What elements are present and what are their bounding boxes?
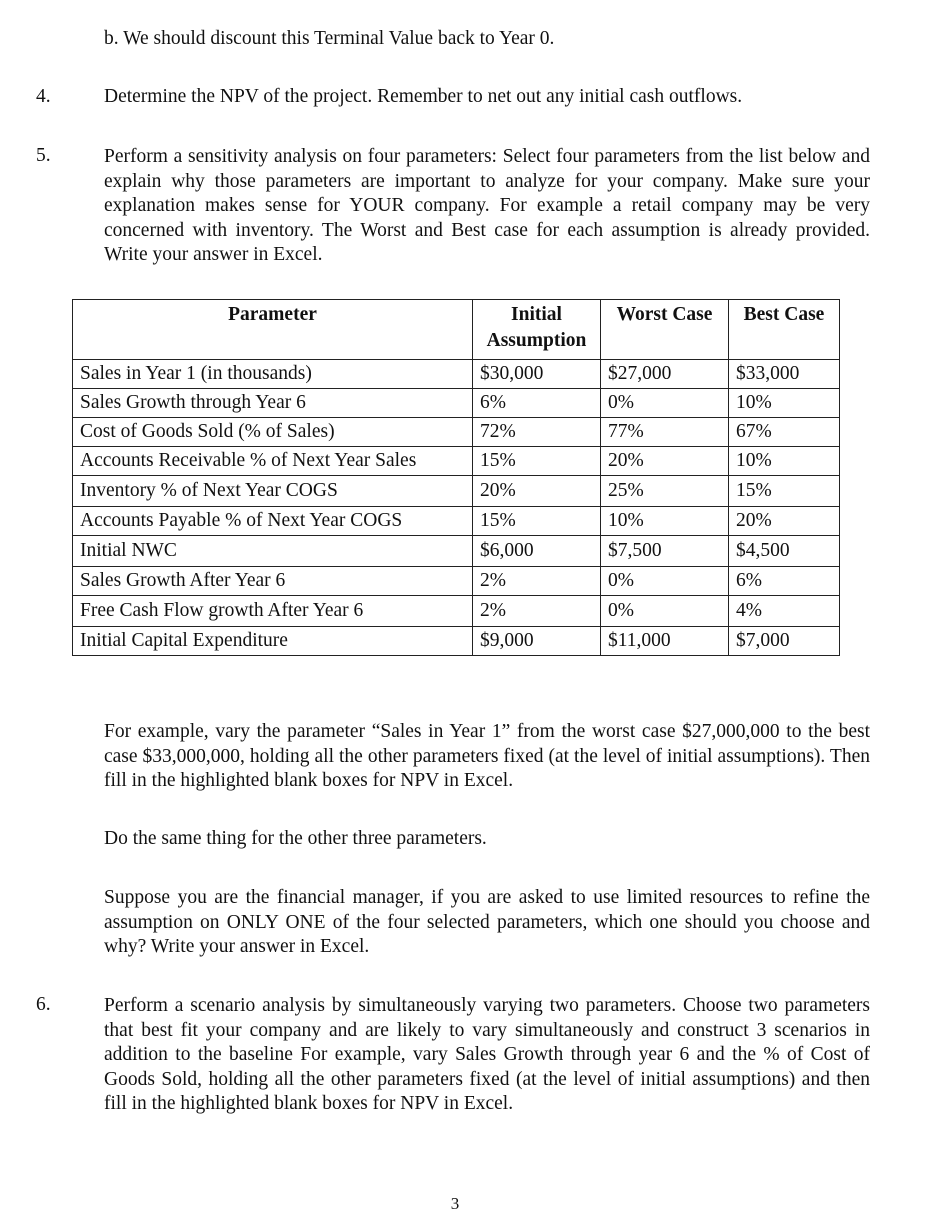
cell-worst: $27,000 xyxy=(601,360,729,389)
item-number-6: 6. xyxy=(36,994,51,1015)
cell-parameter: Initial NWC xyxy=(73,536,473,567)
cell-initial: $6,000 xyxy=(473,536,601,567)
cell-best: 15% xyxy=(729,476,840,507)
cell-parameter: Sales Growth through Year 6 xyxy=(73,389,473,418)
cell-best: 10% xyxy=(729,447,840,476)
header-initial-assumption: Initial Assumption xyxy=(473,300,601,360)
cell-initial: $9,000 xyxy=(473,627,601,656)
cell-best: 6% xyxy=(729,567,840,596)
cell-best: $7,000 xyxy=(729,627,840,656)
item-text-5: Perform a sensitivity analysis on four parameters: Select four parameters from the list below and explain why those parameters are important to analyze for your company. Make sure your explanation makes sense for YOUR company. For example a retail company may be very concerned with inventory. The Worst and Best case for each assumption is already provided. Write your answer in Excel. xyxy=(104,146,870,265)
cell-parameter: Sales Growth After Year 6 xyxy=(73,567,473,596)
cell-initial: 6% xyxy=(473,389,601,418)
same-thing-paragraph: Do the same thing for the other three parameters. xyxy=(104,828,487,849)
table-row xyxy=(73,567,840,596)
cell-initial: 2% xyxy=(473,596,601,627)
cell-worst: $11,000 xyxy=(601,627,729,656)
cell-parameter: Cost of Goods Sold (% of Sales) xyxy=(73,418,473,447)
cell-worst: 20% xyxy=(601,447,729,476)
cell-parameter: Sales in Year 1 (in thousands) xyxy=(73,360,473,389)
cell-parameter: Free Cash Flow growth After Year 6 xyxy=(73,596,473,627)
item-text-4: Determine the NPV of the project. Remember to net out any initial cash outflows. xyxy=(104,86,743,107)
cell-initial: 15% xyxy=(473,507,601,536)
cell-initial: 20% xyxy=(473,476,601,507)
header-parameter: Parameter xyxy=(73,300,473,360)
item-number-5: 5. xyxy=(36,145,51,166)
cell-best: 10% xyxy=(729,389,840,418)
cell-worst: 0% xyxy=(601,596,729,627)
table-row xyxy=(73,536,840,567)
cell-parameter: Accounts Payable % of Next Year COGS xyxy=(73,507,473,536)
table-header-row xyxy=(73,300,840,360)
cell-parameter: Initial Capital Expenditure xyxy=(73,627,473,656)
cell-worst: 25% xyxy=(601,476,729,507)
cell-worst: 0% xyxy=(601,389,729,418)
cell-best: $33,000 xyxy=(729,360,840,389)
suppose-paragraph: Suppose you are the financial manager, if you are asked to use limited resources to refine the assumption on ONLY ONE of the four selected parameters, which one should you choose and why? Write your answer in Excel. xyxy=(104,887,870,957)
cell-best: 67% xyxy=(729,418,840,447)
cell-initial: 72% xyxy=(473,418,601,447)
table-row xyxy=(73,360,840,389)
cell-initial: 15% xyxy=(473,447,601,476)
table-row xyxy=(73,389,840,418)
intro-line: b. We should discount this Terminal Value back to Year 0. xyxy=(104,28,555,49)
cell-best: $4,500 xyxy=(729,536,840,567)
table-row xyxy=(73,447,840,476)
header-best-case: Best Case xyxy=(729,300,840,360)
item-number-4: 4. xyxy=(36,86,51,107)
cell-worst: 77% xyxy=(601,418,729,447)
header-worst-case: Worst Case xyxy=(601,300,729,360)
parameters-table xyxy=(72,299,840,656)
table-row xyxy=(73,627,840,656)
cell-parameter: Accounts Receivable % of Next Year Sales xyxy=(73,447,473,476)
table-row xyxy=(73,507,840,536)
page-number: 3 xyxy=(450,1194,460,1213)
cell-initial: $30,000 xyxy=(473,360,601,389)
table-row xyxy=(73,476,840,507)
table-row xyxy=(73,596,840,627)
cell-worst: $7,500 xyxy=(601,536,729,567)
cell-worst: 10% xyxy=(601,507,729,536)
cell-parameter: Inventory % of Next Year COGS xyxy=(73,476,473,507)
cell-best: 4% xyxy=(729,596,840,627)
cell-best: 20% xyxy=(729,507,840,536)
cell-worst: 0% xyxy=(601,567,729,596)
table-row xyxy=(73,418,840,447)
item-text-6: Perform a scenario analysis by simultaneously varying two parameters. Choose two parameters that best fit your company and are likely to vary simultaneously and construct 3 scenarios in addition to the baseline For example, vary Sales Growth through year 6 and the % of Cost of Goods Sold, holding all the other parameters fixed (at the level of initial assumptions) and then fill in the highlighted blank boxes for NPV in Excel. xyxy=(104,995,870,1114)
example-paragraph: For example, vary the parameter “Sales in Year 1” from the worst case $27,000,000 to the best case $33,000,000, holding all the other parameters fixed (at the level of initial assumptions). Then fill in the highlighted blank boxes for NPV in Excel. xyxy=(104,721,870,791)
cell-initial: 2% xyxy=(473,567,601,596)
